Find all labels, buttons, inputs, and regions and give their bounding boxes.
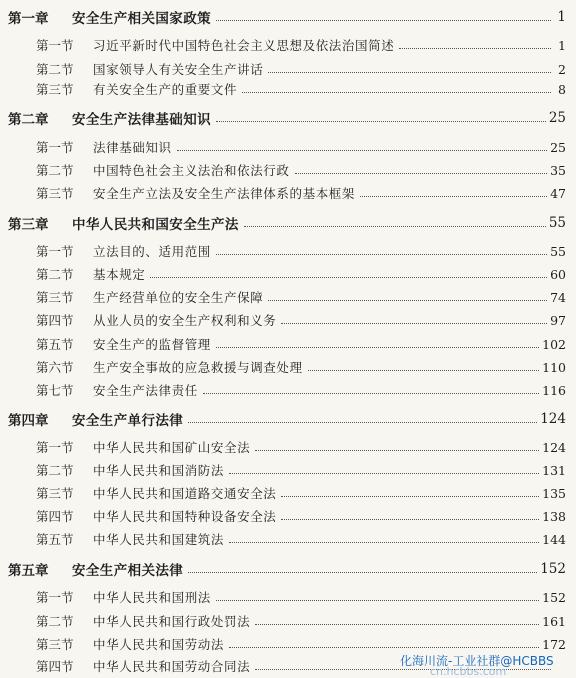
toc-section-row (8, 310, 566, 330)
section-number: 第六节 (36, 360, 74, 375)
toc-section-row (8, 460, 566, 480)
page-number: 55 (548, 215, 566, 231)
dot-leader (216, 121, 546, 122)
chapter-title: 中华人民共和国安全生产法 (72, 217, 239, 233)
page-number: 152 (542, 589, 566, 605)
section-number: 第二节 (36, 463, 74, 478)
section-title: 中国特色社会主义法治和依法行政 (93, 163, 290, 178)
section-number: 第四节 (36, 659, 74, 674)
toc-chapter-row (8, 409, 566, 429)
section-title: 安全生产立法及安全生产法律体系的基本框架 (93, 186, 356, 201)
section-number: 第三节 (36, 637, 74, 652)
chapter-number: 第二章 (8, 112, 49, 128)
dot-leader (281, 519, 539, 520)
dot-leader (229, 647, 539, 648)
section-number: 第三节 (36, 486, 74, 501)
page-number: 102 (542, 336, 566, 352)
toc-section-row (8, 264, 566, 284)
dot-leader (229, 542, 539, 543)
section-title: 立法目的、适用范围 (93, 244, 211, 259)
dot-leader (229, 473, 539, 474)
section-number: 第一节 (36, 244, 74, 259)
dot-leader (216, 600, 539, 601)
dot-leader (216, 20, 551, 21)
dot-leader (150, 277, 547, 278)
dot-leader (360, 196, 547, 197)
toc-section-row (8, 611, 566, 631)
page-number: 25 (550, 139, 566, 155)
section-number: 第二节 (36, 614, 74, 629)
toc-chapter-row (8, 559, 566, 579)
section-title: 中华人民共和国刑法 (93, 590, 211, 605)
page-number: 1 (558, 37, 566, 53)
chapter-number: 第三章 (8, 217, 49, 233)
section-title: 中华人民共和国矿山安全法 (93, 440, 251, 455)
dot-leader (399, 48, 551, 49)
page-number: 152 (540, 561, 566, 577)
page-number: 97 (550, 312, 566, 328)
section-title: 中华人民共和国建筑法 (93, 532, 225, 547)
section-title: 中华人民共和国劳动法 (93, 637, 225, 652)
page-number: 47 (550, 185, 566, 201)
dot-leader (281, 496, 539, 497)
dot-leader (295, 173, 548, 174)
toc-section-row (8, 241, 566, 261)
section-title: 中华人民共和国行政处罚法 (93, 614, 251, 629)
chapter-title: 安全生产相关国家政策 (72, 11, 211, 27)
page-number: 116 (542, 382, 566, 398)
dot-leader (244, 226, 546, 227)
section-number: 第一节 (36, 38, 74, 53)
page-number: 172 (542, 636, 566, 652)
dot-leader (268, 300, 547, 301)
section-number: 第三节 (36, 82, 74, 97)
toc-section-row (8, 357, 566, 377)
toc-section-row (8, 587, 566, 607)
watermark: 化海川流-工业社群@HCBBS (400, 654, 554, 668)
toc-section-row (8, 160, 566, 180)
toc-section-row (8, 483, 566, 503)
page-number: 74 (550, 289, 566, 305)
chapter-title: 安全生产单行法律 (72, 413, 184, 429)
toc-section-row (8, 35, 566, 55)
toc-section-row (8, 634, 566, 654)
page-number: 60 (550, 266, 566, 282)
toc-section-row (8, 287, 566, 307)
section-title: 中华人民共和国道路交通安全法 (93, 486, 277, 501)
page-number: 135 (542, 485, 566, 501)
section-title: 国家领导人有关安全生产讲话 (93, 62, 264, 77)
toc-section-row (8, 183, 566, 203)
chapter-number: 第一章 (8, 11, 49, 27)
page-number: 161 (542, 613, 566, 629)
section-number: 第二节 (36, 267, 74, 282)
section-title: 生产经营单位的安全生产保障 (93, 290, 264, 305)
dot-leader (188, 572, 537, 573)
section-title: 中华人民共和国劳动合同法 (93, 659, 251, 674)
dot-leader (242, 92, 551, 93)
dot-leader (177, 150, 547, 151)
toc-chapter-row (8, 108, 566, 128)
section-title: 习近平新时代中国特色社会主义思想及依法治国简述 (93, 38, 395, 53)
section-title: 中华人民共和国特种设备安全法 (93, 509, 277, 524)
section-number: 第二节 (36, 163, 74, 178)
page-number: 124 (542, 439, 566, 455)
toc-chapter-row (8, 213, 566, 233)
dot-leader (255, 450, 539, 451)
page-number: 8 (558, 81, 566, 97)
page-number: 25 (548, 110, 566, 126)
page-number: 131 (542, 462, 566, 478)
page-number: 2 (558, 61, 566, 77)
page-number: 124 (540, 411, 566, 427)
dot-leader (268, 72, 551, 73)
dot-leader (255, 624, 539, 625)
toc-chapter-row (8, 7, 566, 27)
watermark-sub: cn.hcbbs.com (430, 665, 507, 678)
page-number: 35 (550, 162, 566, 178)
section-title: 安全生产法律责任 (93, 383, 198, 398)
section-number: 第四节 (36, 313, 74, 328)
section-number: 第一节 (36, 590, 74, 605)
section-number: 第一节 (36, 140, 74, 155)
section-number: 第五节 (36, 532, 74, 547)
section-title: 有关安全生产的重要文件 (93, 82, 238, 97)
toc-section-row (8, 529, 566, 549)
section-number: 第四节 (36, 509, 74, 524)
toc-section-row (8, 380, 566, 400)
toc-section-row (8, 506, 566, 526)
section-title: 从业人员的安全生产权利和义务 (93, 313, 277, 328)
toc-section-row (8, 59, 566, 79)
section-number: 第三节 (36, 290, 74, 305)
section-number: 第七节 (36, 383, 74, 398)
page-number: 144 (542, 531, 566, 547)
section-number: 第三节 (36, 186, 74, 201)
dot-leader (308, 370, 540, 371)
section-title: 中华人民共和国消防法 (93, 463, 225, 478)
toc-section-row (8, 137, 566, 157)
dot-leader (216, 347, 539, 348)
section-title: 法律基础知识 (93, 140, 172, 155)
toc-section-row (8, 437, 566, 457)
section-number: 第五节 (36, 337, 74, 352)
dot-leader (281, 323, 547, 324)
section-title: 安全生产的监督管理 (93, 337, 211, 352)
chapter-number: 第五章 (8, 563, 49, 579)
page-number: 1 (557, 9, 566, 25)
toc-section-row (8, 79, 566, 99)
dot-leader (216, 254, 547, 255)
chapter-title: 安全生产法律基础知识 (72, 112, 211, 128)
chapter-title: 安全生产相关法律 (72, 563, 184, 579)
section-number: 第一节 (36, 440, 74, 455)
page-number: 110 (542, 359, 566, 375)
dot-leader (188, 422, 537, 423)
dot-leader (203, 393, 539, 394)
section-title: 基本规定 (93, 267, 146, 282)
chapter-number: 第四章 (8, 413, 49, 429)
page-number: 138 (542, 508, 566, 524)
section-title: 生产安全事故的应急救援与调查处理 (93, 360, 303, 375)
toc-section-row (8, 334, 566, 354)
section-number: 第二节 (36, 62, 74, 77)
page-number: 55 (550, 243, 566, 259)
